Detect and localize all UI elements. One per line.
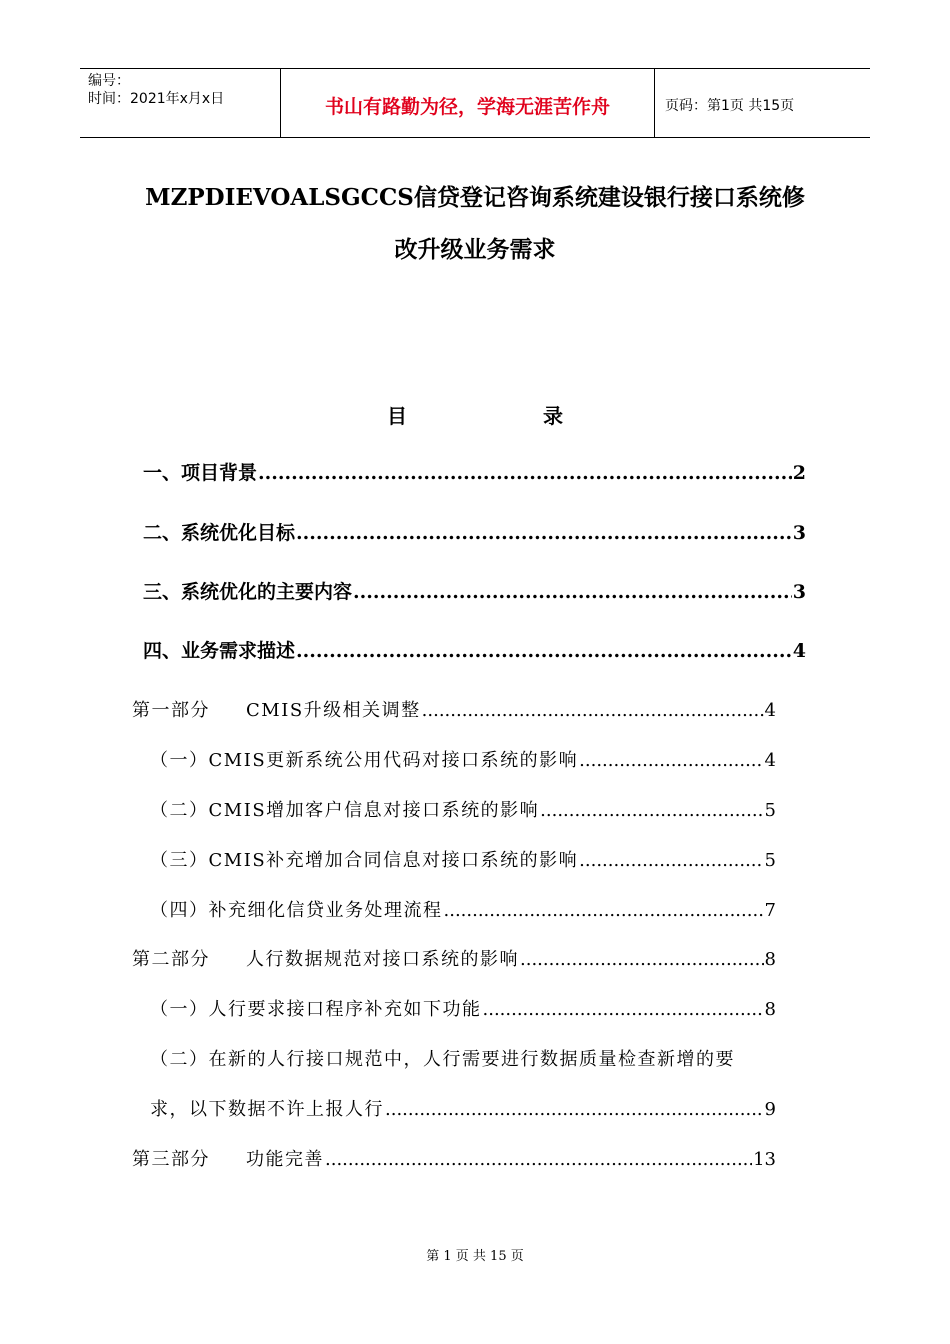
toc-entry[interactable]: [143, 458, 806, 485]
title-line-1: MZPDIEVOALSGCCS信贷登记咨询系统建设银行接口系统修: [145, 184, 805, 211]
toc-leader: [579, 750, 763, 771]
toc-entry-sub: CMIS升级相关调整: [246, 700, 421, 721]
header-motto: 书山有路勤为径，学海无涯苦作舟: [281, 69, 655, 137]
toc-entry[interactable]: [150, 1095, 776, 1121]
toc-entry-label: 二、系统优化目标: [143, 522, 296, 544]
toc-entry-label: （三）CMIS补充增加合同信息对接口系统的影响: [150, 850, 579, 871]
toc-entry[interactable]: [150, 846, 776, 872]
toc-entry-label: 第三部分: [132, 1149, 210, 1170]
toc-leader: [353, 581, 792, 603]
toc-entry-page: 8: [764, 999, 776, 1020]
header-page-info: 页码：第1页 共15页: [665, 98, 795, 114]
toc-entry-sub: 人行数据规范对接口系统的影响: [246, 949, 519, 970]
toc-entry[interactable]: [143, 518, 806, 545]
date-label: 时间：2021年x月x日: [88, 91, 225, 107]
toc-leader: [296, 522, 792, 544]
toc-entry-label: 第一部分: [132, 700, 210, 721]
toc-entry[interactable]: [150, 796, 776, 822]
toc-entry-label[interactable]: （二）在新的人行接口规范中，人行需要进行数据质量检查新增的要: [150, 1049, 735, 1070]
toc-leader: [444, 900, 764, 921]
toc-entry-page: 3: [792, 581, 806, 603]
header-meta: [80, 69, 281, 137]
toc-entry-page: 7: [764, 900, 776, 921]
toc-entry-label: （二）CMIS增加客户信息对接口系统的影响: [150, 800, 540, 821]
toc-leader: [520, 949, 764, 970]
toc-entry-page: 2: [792, 462, 806, 484]
title-line-2: 改升级业务需求: [394, 236, 556, 263]
toc-leader: [483, 999, 764, 1020]
toc-entry[interactable]: [132, 945, 776, 971]
toc-entry-page: 4: [764, 750, 776, 771]
toc-heading-left: 目: [387, 404, 407, 428]
toc-entry-label: （一）CMIS更新系统公用代码对接口系统的影响: [150, 750, 579, 771]
toc-leader: [579, 850, 763, 871]
page-footer: 第 1 页 共 15 页: [426, 1249, 524, 1264]
toc-entry-page: 4: [764, 700, 776, 721]
toc-leader: [258, 462, 792, 484]
toc-entry-page: 8: [764, 949, 776, 970]
toc-leader: [385, 1099, 764, 1120]
toc-entry-sub: 功能完善: [246, 1149, 324, 1170]
toc-entry-label: （四）补充细化信贷业务处理流程: [150, 900, 443, 921]
toc-leader: [422, 700, 764, 721]
toc-entry-label: 四、业务需求描述: [143, 640, 296, 662]
toc-entry-page: 5: [764, 850, 776, 871]
toc-leader: [540, 800, 763, 821]
toc-heading: [0, 400, 950, 429]
toc-entry[interactable]: [150, 995, 776, 1021]
toc-heading-right: 录: [543, 404, 563, 428]
toc-entry-label-cont: 求，以下数据不许上报人行: [150, 1099, 384, 1120]
toc-entry-label: 三、系统优化的主要内容: [143, 581, 353, 603]
toc-entry[interactable]: [132, 1145, 776, 1171]
toc-entry-page: 5: [764, 800, 776, 821]
toc-entry[interactable]: [150, 896, 776, 922]
toc-entry-label: 第二部分: [132, 949, 210, 970]
number-label: 编号：: [88, 73, 130, 89]
toc-entry[interactable]: [143, 577, 806, 604]
page-header: [80, 68, 870, 138]
toc-entry-page: 3: [792, 522, 806, 544]
toc-entry-page: 13: [753, 1149, 776, 1170]
toc-entry[interactable]: [150, 746, 776, 772]
toc-entry-page: 9: [764, 1099, 776, 1120]
toc-entry[interactable]: [132, 696, 776, 722]
toc-leader: [325, 1149, 752, 1170]
document-title: [100, 172, 850, 276]
toc-leader: [296, 640, 792, 662]
toc-entry[interactable]: [143, 636, 806, 663]
toc-entry-label: 一、项目背景: [143, 462, 258, 484]
toc-entry-label: （一）人行要求接口程序补充如下功能: [150, 999, 482, 1020]
toc-entry-page: 4: [792, 640, 806, 662]
